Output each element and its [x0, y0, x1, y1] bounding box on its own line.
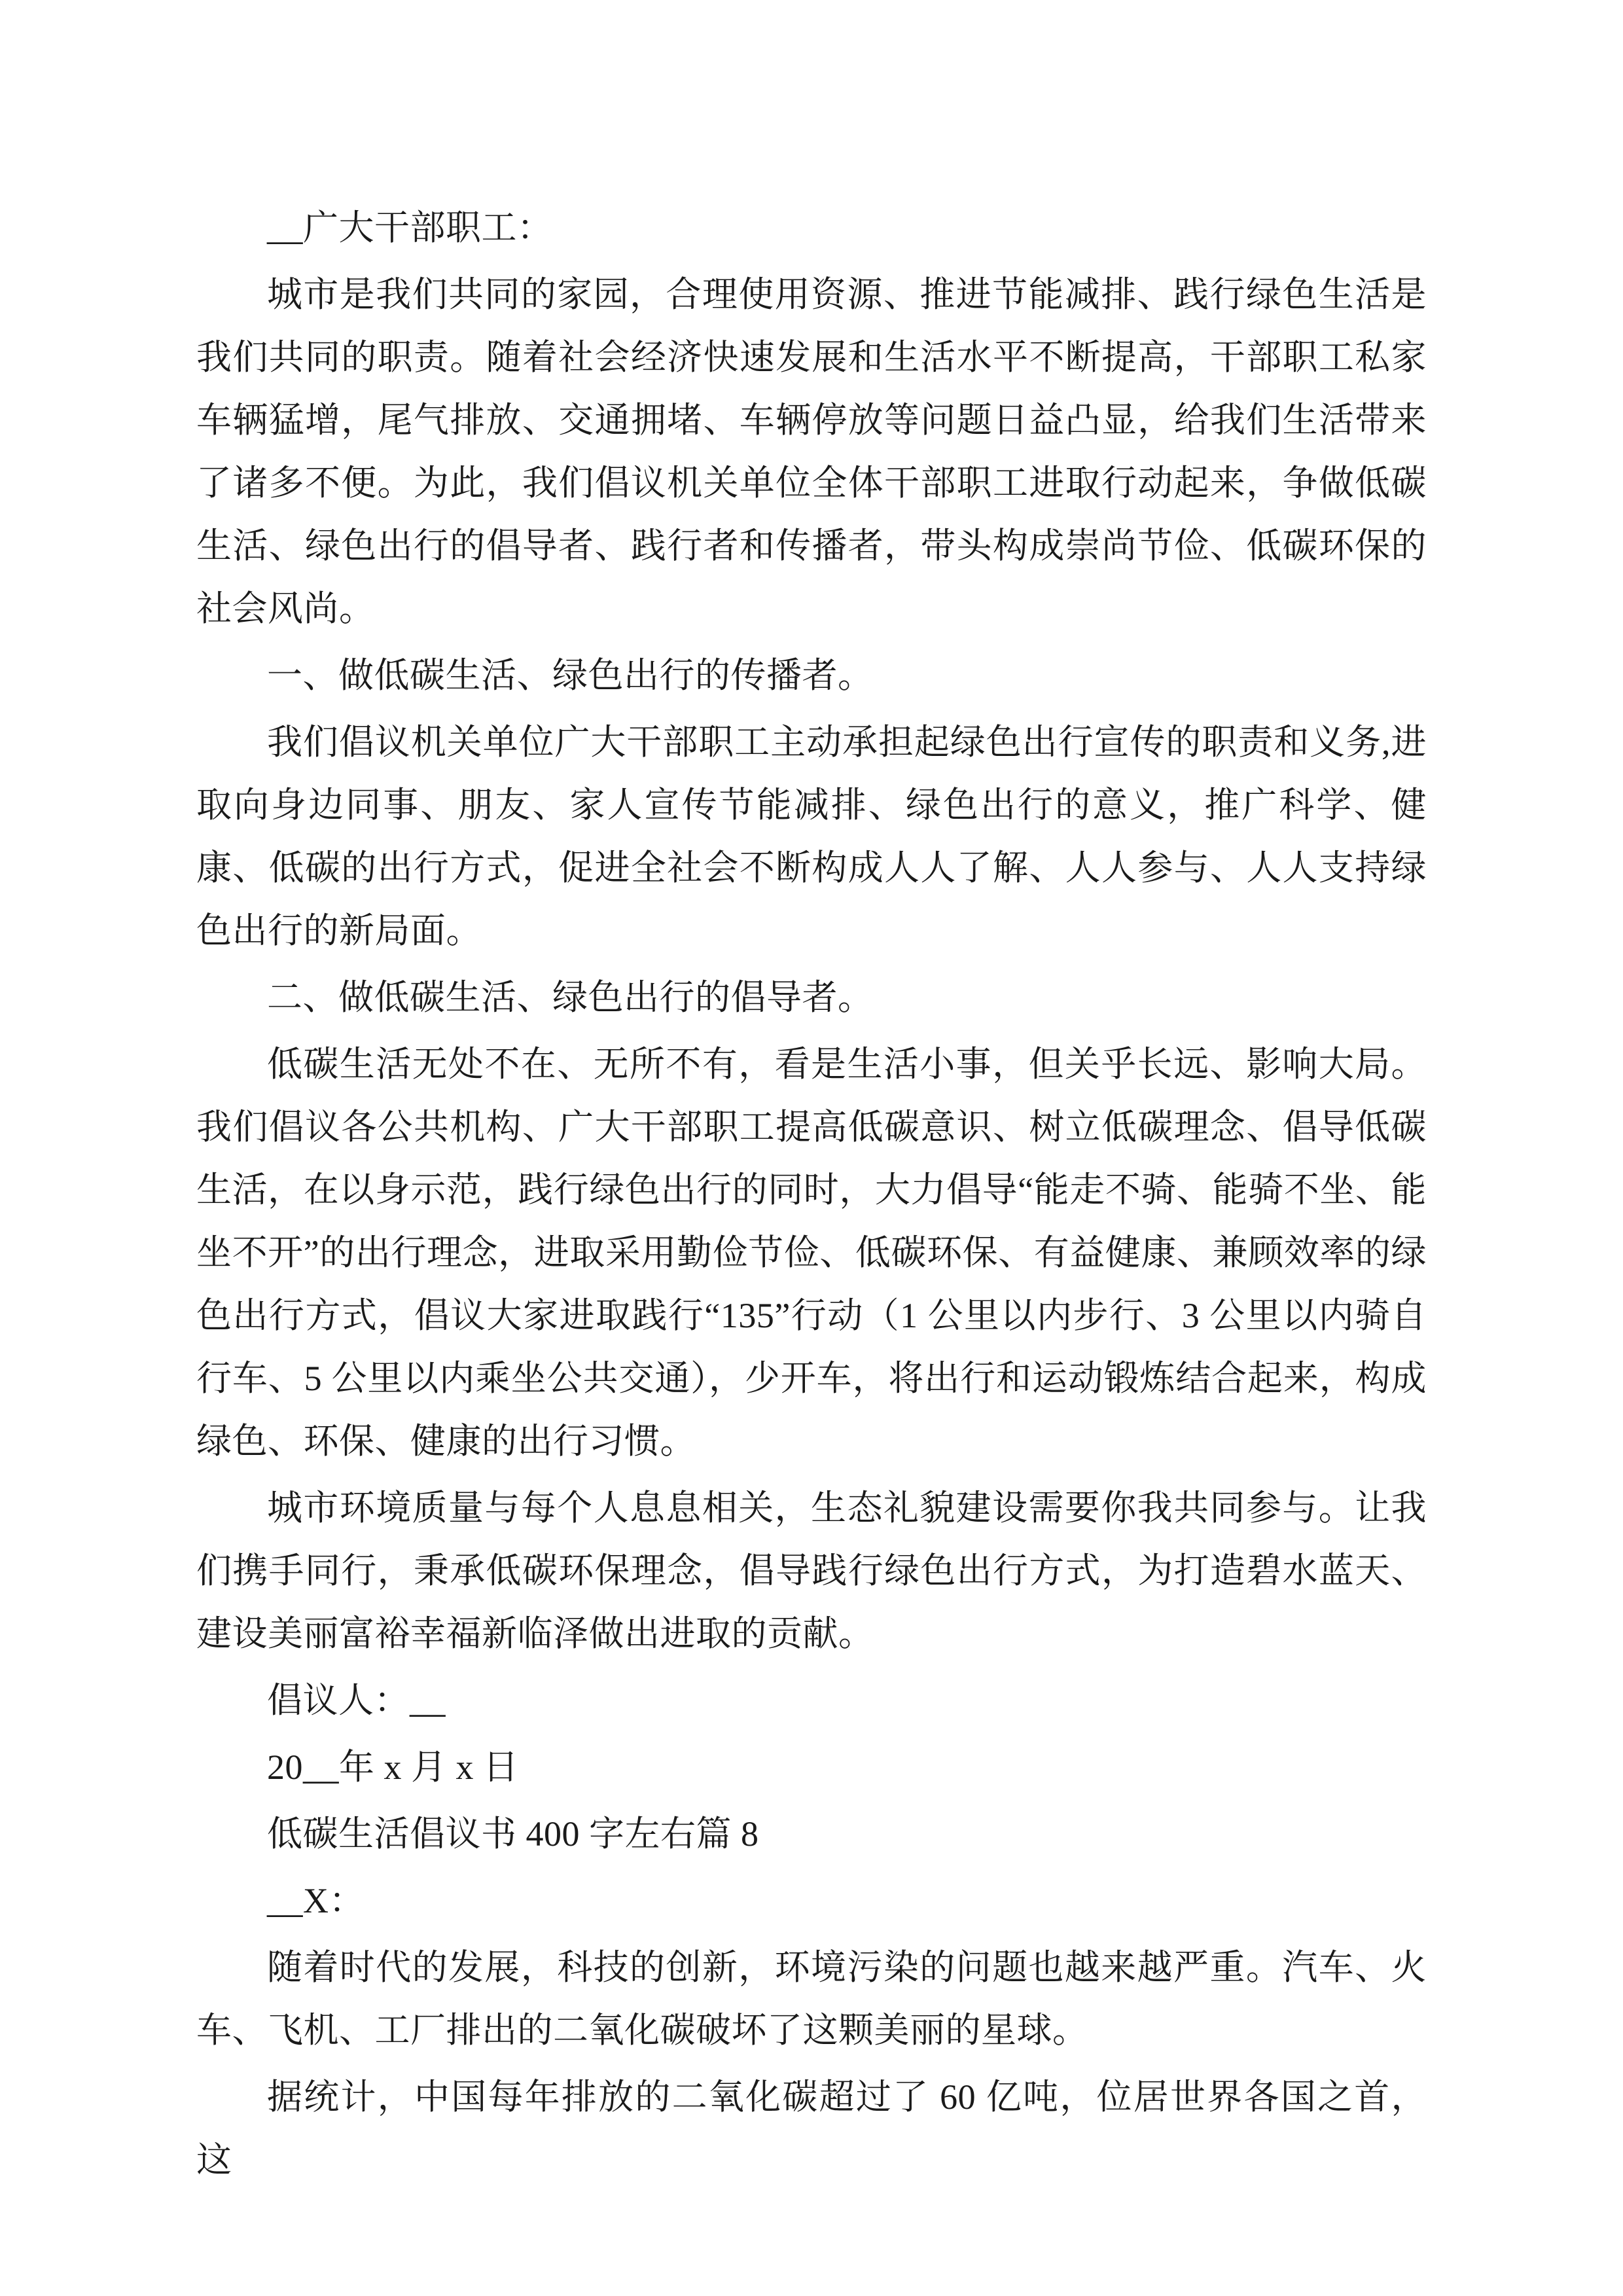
section-item-2-title: 二、做低碳生活、绿色出行的倡导者。 — [267, 978, 874, 1017]
salutation-line-2: __X： — [267, 1881, 365, 1920]
section-heading: 低碳生活倡议书 400 字左右篇 8 — [267, 1814, 759, 1854]
section-item-2-body: 低碳生活无处不在、无所不有，看是生活小事，但关乎长远、影响大局。我们倡议各公共机构、广大干部职工提高低碳意识、树立低碳理念、倡导低碳生活，在以身示范，践行绿色出行的同时，大力倡导“能走不骑、能骑不坐、能坐不开”的出行理念，进取采用勤俭节俭、低碳环保、有益健康、兼顾效率的绿色出行方式，倡议大家进取践行“135”行动（1 公里以内步行、3 公里以内骑自行车、5 公里以内乘坐公共交通），少开车，将出行和运动锻炼结合起来，构成绿色、环保、健康的出行习惯。 — [196, 1045, 1427, 1461]
closing-paragraph: 城市环境质量与每个人息息相关，生态礼貌建设需要你我共同参与。让我们携手同行，秉承低碳环保理念，倡导践行绿色出行方式，为打造碧水蓝天、建设美丽富裕幸福新临泽做出进取的贡献。 — [196, 1488, 1427, 1653]
signature-block — [196, 1669, 1427, 1799]
signature-name: 倡议人：__ — [267, 1681, 446, 1720]
part2-paragraph-1: 随着时代的发展，科技的创新，环境污染的问题也越来越严重。汽车、火车、飞机、工厂排出的二氧化碳破坏了这颗美丽的星球。 — [196, 1948, 1427, 2050]
intro-paragraph: 城市是我们共同的家园，合理使用资源、推进节能减排、践行绿色生活是我们共同的职责。随着社会经济快速发展和生活水平不断提高，干部职工私家车辆猛增，尾气排放、交通拥堵、车辆停放等问题日益凸显，给我们生活带来了诸多不便。为此，我们倡议机关单位全体干部职工进取行动起来，争做低碳生活、绿色出行的倡导者、践行者和传播者，带头构成崇尚节俭、低碳环保的社会风尚。 — [196, 275, 1427, 628]
section-item-1-title: 一、做低碳生活、绿色出行的传播者。 — [267, 656, 874, 695]
part2-paragraph-2: 据统计，中国每年排放的二氧化碳超过了 60 亿吨，位居世界各国之首，这 — [196, 2077, 1427, 2179]
salutation-line: __广大干部职工： — [267, 208, 553, 247]
section-item-1-body: 我们倡议机关单位广大干部职工主动承担起绿色出行宣传的职责和义务,进取向身边同事、朋友、家人宣传节能减排、绿色出行的意义，推广科学、健康、低碳的出行方式，促进全社会不断构成人人了解、人人参与、人人支持绿色出行的新局面。 — [196, 723, 1427, 950]
signature-date: 20__年 x 月 x 日 — [267, 1748, 519, 1787]
document-body — [196, 196, 1427, 2191]
